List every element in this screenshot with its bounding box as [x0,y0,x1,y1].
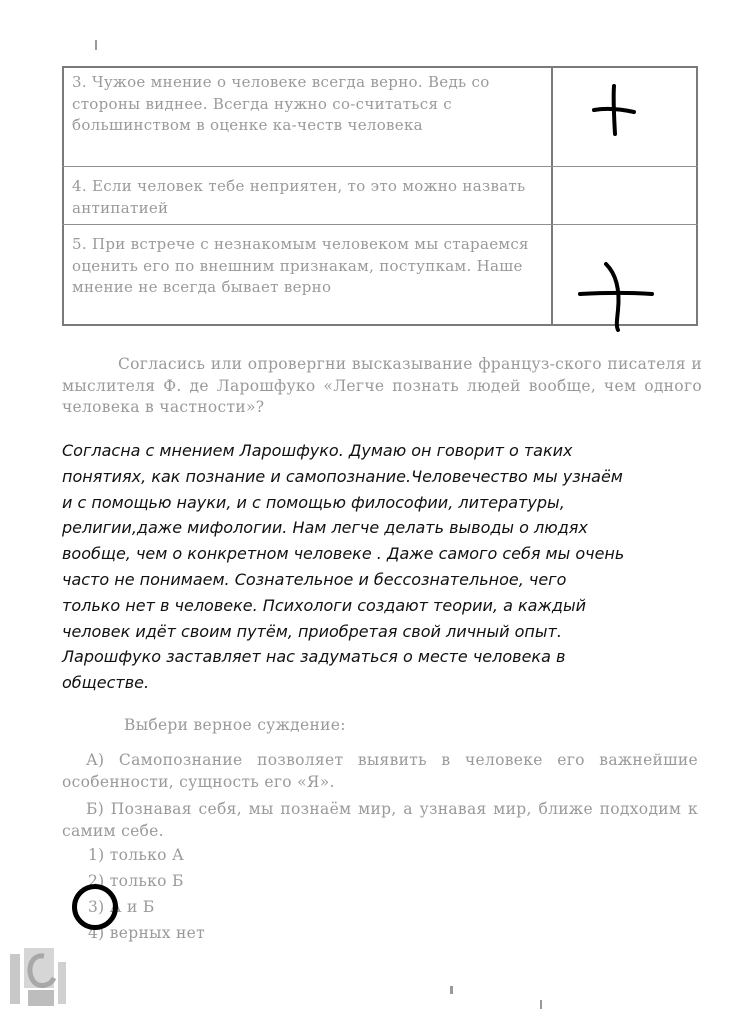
answer-line: религии,даже мифологии. Нам легче делать выводы о людях [62,518,588,538]
scan-speck [95,40,97,50]
answer-line: и с помощью науки, и с помощью философии, литературы, [62,492,565,512]
table-row-divider [62,224,698,225]
selected-answer-circle [72,884,118,930]
statement-b: Б) Познавая себя, мы познаём мир, а узнавая мир, ближе подходим к самим себе. [62,800,698,840]
table-row-5-text: 5. При встрече с незнакомым человеком мы стараемся оценить его по внешним признакам, поступкам. Наше мнение не всегда бывает верно [72,235,529,296]
answer-line: человек идёт своим путём, приобретая свой личный опыт. [62,621,562,641]
table-column-divider [551,66,553,326]
option-1[interactable]: 1) только А [88,846,185,864]
option-3[interactable]: 3) А и Б [88,898,155,916]
answer-line: часто не понимаем. Сознательное и бессознательное, чего [62,569,567,589]
option-4[interactable]: 4) верных нет [88,924,205,942]
table-row-3-text: 3. Чужое мнение о человеке всегда верно. Ведь со стороны виднее. Всегда нужно со-считаться с большинством в оценке ка-честв человека [72,73,490,134]
answer-line: понятиях, как познание и самопознание.Человечество мы узнаём [62,466,623,486]
answer-line: вообще, чем о конкретном человеке . Даже самого себя мы очень [62,544,625,564]
answer-text [62,438,712,696]
statement-a: А) Самопознание позволяет выявить в человеке его важнейшие особенности, сущность его «Я». [62,751,698,791]
option-2[interactable]: 2) только Б [88,872,184,890]
choose-title: Выбери верное суждение: [124,716,346,734]
answer-line: Ларошфуко заставляет нас задуматься о месте человека в [62,647,566,667]
table-row-divider [62,166,698,167]
plus-mark-icon [576,260,656,334]
plus-mark-icon [590,82,640,138]
question-paragraph: Согласись или опровергни высказывание француз-ского писателя и мыслителя Ф. де Ларошфуко «Легче познать людей вообще, чем одного человека в частности»? [62,355,702,416]
statements-table [62,66,698,326]
scan-speck [450,986,453,994]
answer-line: Согласна с мнением Ларошфуко. Думаю он говорит о таких [62,441,573,460]
answer-line: только нет в человеке. Психологи создают теории, а каждый [62,595,586,615]
scan-corner-artifact-icon [4,942,70,1012]
scan-speck [540,1000,542,1009]
table-row-4-text: 4. Если человек тебе неприятен, то это можно назвать антипатией [72,177,526,217]
answer-line: обществе. [62,673,150,693]
